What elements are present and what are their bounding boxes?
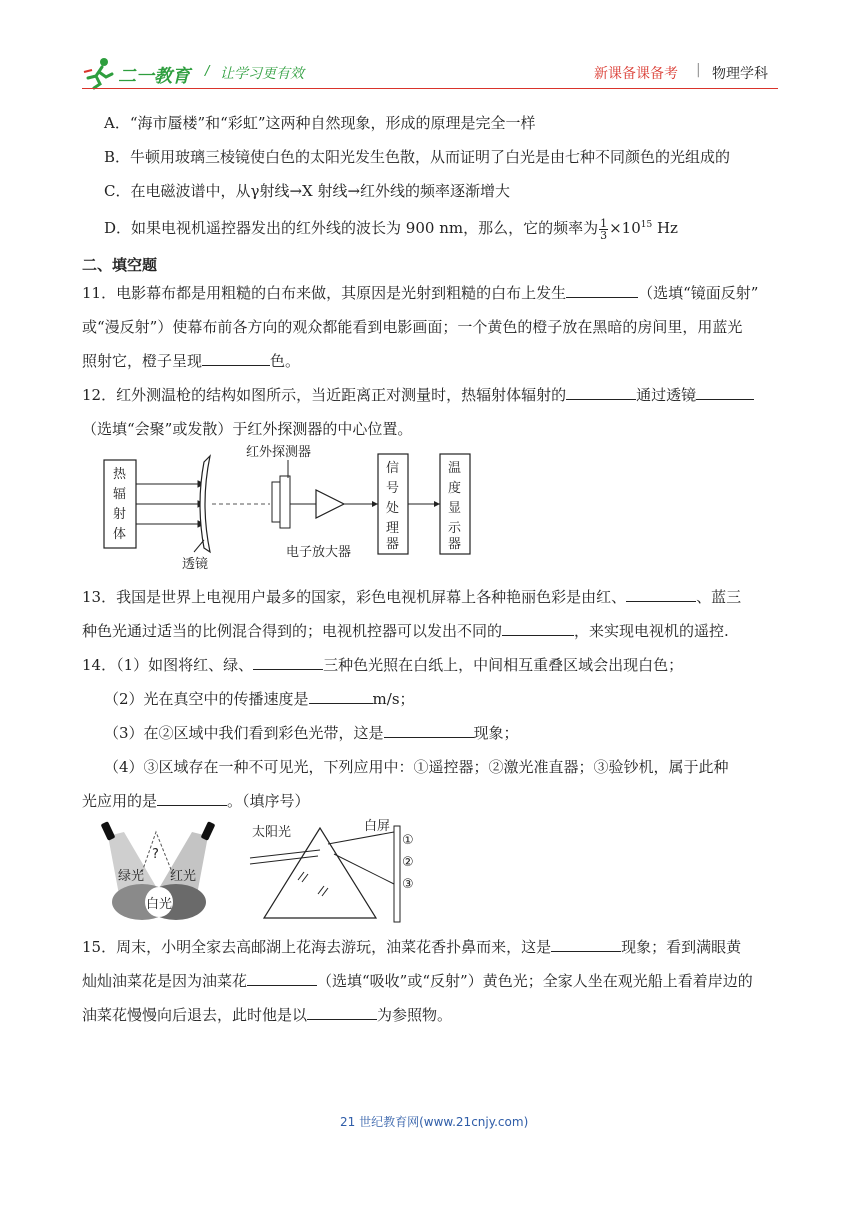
question-15-line2: 灿灿油菜花是因为油菜花 （选填“吸收”或“反射”）黄色光；全家人坐在观光船上看着岸边的 [82,972,753,990]
detector-plate [272,482,280,522]
question-12-line1: 12．红外测温枪的结构如图所示，当近距离正对测量时，热辐射体辐射的 通过透镜 [82,384,754,405]
amplifier-triangle [316,490,344,518]
region-3-label: ③ [402,877,414,892]
refracted-ray-2 [334,854,394,884]
display-char: 度 [448,481,462,496]
source-char: 射 [113,507,127,522]
blank[interactable] [384,723,474,738]
question-14-line3: （3）在②区域中我们看到彩色光带，这是 现象； [104,724,519,742]
question-11-line2: 或“漫反射”）使幕布前各方向的观众都能看到电影画面；一个黄色的橙子放在黑暗的房间里，用蓝光 [82,318,743,336]
question-14-line2: （2）光在真空中的传播速度是 m/s； [104,690,415,708]
question-14-line5: 光应用的是 。（填序号） [82,792,310,810]
detector-body [280,476,290,528]
detector-label: 红外探测器 [246,445,312,460]
white-screen [394,826,400,922]
blank[interactable] [157,791,227,806]
lens-shape [200,456,210,552]
source-char: 体 [113,527,127,542]
processor-char: 理 [386,521,400,536]
processor-char: 器 [386,537,400,552]
green-label: 绿光 [118,869,145,884]
prism-dispersion-figure [248,814,424,926]
processor-char: 处 [386,501,400,516]
amplifier-label: 电子放大器 [286,545,352,560]
display-char: 器 [448,537,462,552]
processor-char: 号 [386,481,400,496]
lens-leader [194,540,204,552]
processor-char: 信 [386,461,400,476]
question-12-line2: （选填“会聚”或发散）于红外探测器的中心位置。 [82,420,413,438]
header-rule [82,88,778,89]
blank[interactable] [253,655,323,670]
display-char: 显 [448,501,462,516]
ir-thermometer-diagram [100,440,500,580]
blank[interactable] [502,621,574,636]
question-13-line2: 种色光通过适当的比例混合得到的；电视机控器可以发出不同的 ，来实现电视机的遥控. [82,622,729,640]
blank[interactable] [626,587,696,602]
footer-text[interactable]: 21 世纪教育网(www.21cnjy.com) [340,1115,529,1129]
region-2-label: ② [402,855,414,870]
blank[interactable] [309,689,373,704]
slash-divider: / [205,64,210,79]
lens-label: 透镜 [182,557,209,572]
blank[interactable] [247,971,317,986]
blank[interactable] [307,1005,377,1020]
question-14-line1: 14．（1）如图将红、绿、 三种色光照在白纸上，中间相互重叠区域会出现白色； [82,656,684,674]
question-15-line3: 油菜花慢慢向后退去，此时他是以 为参照物。 [82,1006,453,1024]
red-lamp-icon [201,821,216,841]
sunlight-label: 太阳光 [252,825,292,840]
prism-hatch [298,872,328,896]
header-separator: | [696,62,701,78]
blank[interactable] [202,351,270,366]
header-title: 新课备课备考 [594,66,678,82]
blank[interactable] [566,283,638,298]
prism [264,828,376,918]
blank[interactable] [696,385,754,400]
option-d: D．如果电视机遥控器发出的红外线的波长为 900 nm，那么，它的频率为 $\frac{1}{3}$ $\times 10^{15}$ Hz [104,216,678,242]
slogan: 让学习更有效 [220,66,304,82]
green-lamp-icon [101,821,116,841]
question-15-line1: 15．周末，小明全家去高邮湖上花海去游玩，油菜花香扑鼻而来，这是 现象；看到满眼黄 [82,938,742,956]
red-label: 红光 [170,869,197,884]
region-1-label: ① [402,833,414,848]
header-subject: 物理学科 [712,66,768,82]
question-11-line1: 11．电影幕布都是用粗糙的白布来做，其原因是光射到粗糙的白布上发生 （选填“镜面反射” [82,284,759,302]
display-char: 示 [448,521,462,536]
source-char: 辐 [113,487,127,502]
screen-label: 白屏 [364,819,391,834]
blank[interactable] [566,385,636,400]
color-mixing-figure [98,818,218,922]
logo-text: 二一教育 [118,66,190,87]
display-char: 温 [448,461,462,476]
ray-arrows [136,481,204,527]
white-label: 白光 [146,897,173,912]
question-11-line3: 照射它，橙子呈现 色。 [82,352,301,370]
runner-logo-icon [82,56,122,90]
question-13-line1: 13．我国是世界上电视用户最多的国家，彩色电视机屏幕上各种艳丽色彩是由红、 、蓝三 [82,588,742,606]
source-char: 热 [113,467,127,482]
fraction: $\frac{1}{3}$ [600,216,608,242]
section-title: 二、填空题 [82,256,158,274]
blank[interactable] [551,937,621,952]
question-14-line4: （4）③区域存在一种不可见光，下列应用中：①遥控器；②激光准直器；③验钞机，属于此种 [104,758,729,776]
question-mark: ? [152,847,159,862]
